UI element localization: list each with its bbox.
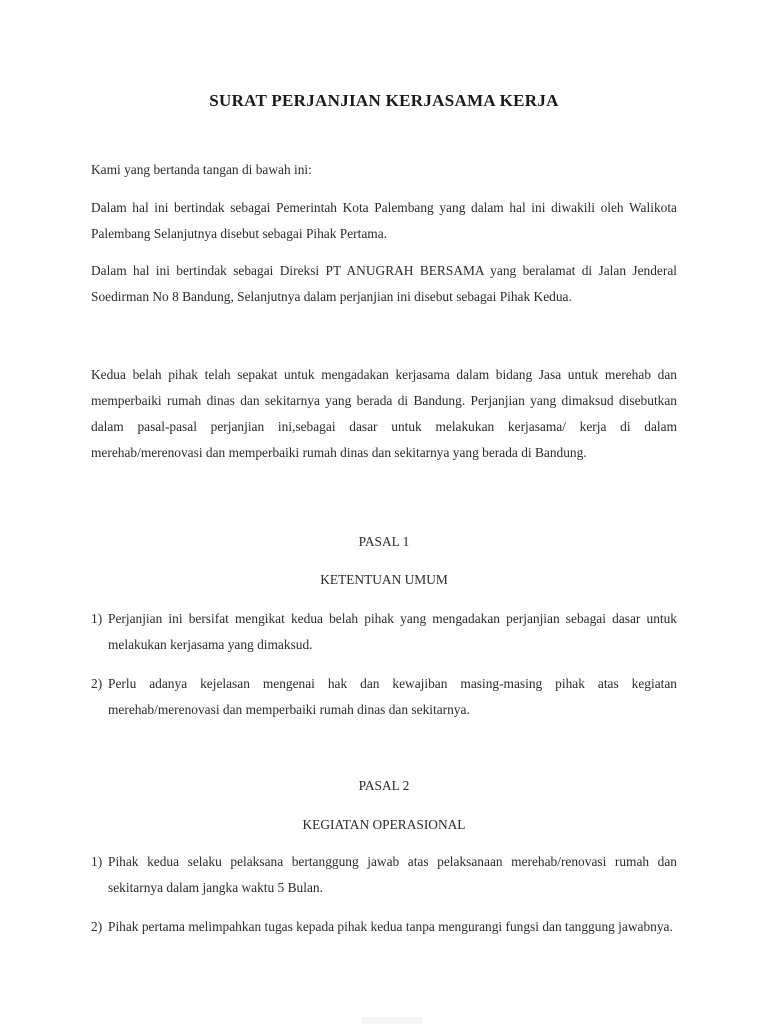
list-number: 2) (91, 919, 103, 934)
list-number: 1) (91, 611, 103, 626)
document-title: SURAT PERJANJIAN KERJASAMA KERJA (209, 91, 559, 110)
list-item-text: Perjanjian ini bersifat mengikat kedua belah pihak yang mengadakan perjanjian sebagai dasar untuk melakukan kerjasama yang dimaksud. (108, 611, 677, 652)
intro-paragraph: Kami yang bertanda tangan di bawah ini: (91, 162, 312, 177)
second-party-paragraph: Dalam hal ini bertindak sebagai Direksi PT ANUGRAH BERSAMA yang beralamat di Jalan Jenderal Soedirman No 8 Bandung, Selanjutnya dalam perjanjian ini disebut sebagai Pihak Kedua. (91, 263, 677, 304)
pasal-2-heading: PASAL 2 (358, 778, 410, 793)
pasal-1-heading: PASAL 1 (358, 534, 410, 549)
list-number: 2) (91, 676, 103, 691)
first-party-paragraph: Dalam hal ini bertindak sebagai Pemerintah Kota Palembang yang dalam hal ini diwakili oleh Walikota Palembang Selanjutnya disebut sebagai Pihak Pertama. (91, 200, 677, 241)
list-item-text: Pihak pertama melimpahkan tugas kepada pihak kedua tanpa mengurangi fungsi dan tanggung jawabnya. (108, 919, 673, 934)
list-item-text: Perlu adanya kejelasan mengenai hak dan kewajiban masing-masing pihak atas kegiatan merehab/merenovasi dan memperbaiki rumah dinas dan sekitarnya. (108, 676, 677, 717)
pasal-1-item-1 (91, 606, 677, 658)
list-number: 1) (91, 854, 103, 869)
pasal-1-item-2 (91, 671, 677, 723)
list-item-text: Pihak kedua selaku pelaksana bertanggung jawab atas pelaksanaan merehab/renovasi rumah dan sekitarnya dalam jangka waktu 5 Bulan. (108, 854, 677, 895)
page-edge-mark (362, 1017, 422, 1024)
pasal-1-subheading: KETENTUAN UMUM (320, 572, 448, 587)
pasal-2-subheading: KEGIATAN OPERASIONAL (302, 817, 466, 832)
pasal-2-item-1 (91, 849, 677, 901)
agreement-paragraph: Kedua belah pihak telah sepakat untuk mengadakan kerjasama dalam bidang Jasa untuk merehab dan memperbaiki rumah dinas dan sekitarnya yang berada di Bandung. Perjanjian yang dimaksud disebutkan dalam pasal-pasal perjanjian ini,sebagai dasar untuk melakukan kerjasama/ kerja di dalam merehab/merenovasi dan memperbaiki rumah dinas dan sekitarnya yang berada di Bandung. (91, 367, 677, 460)
pasal-2-item-2 (91, 914, 677, 940)
